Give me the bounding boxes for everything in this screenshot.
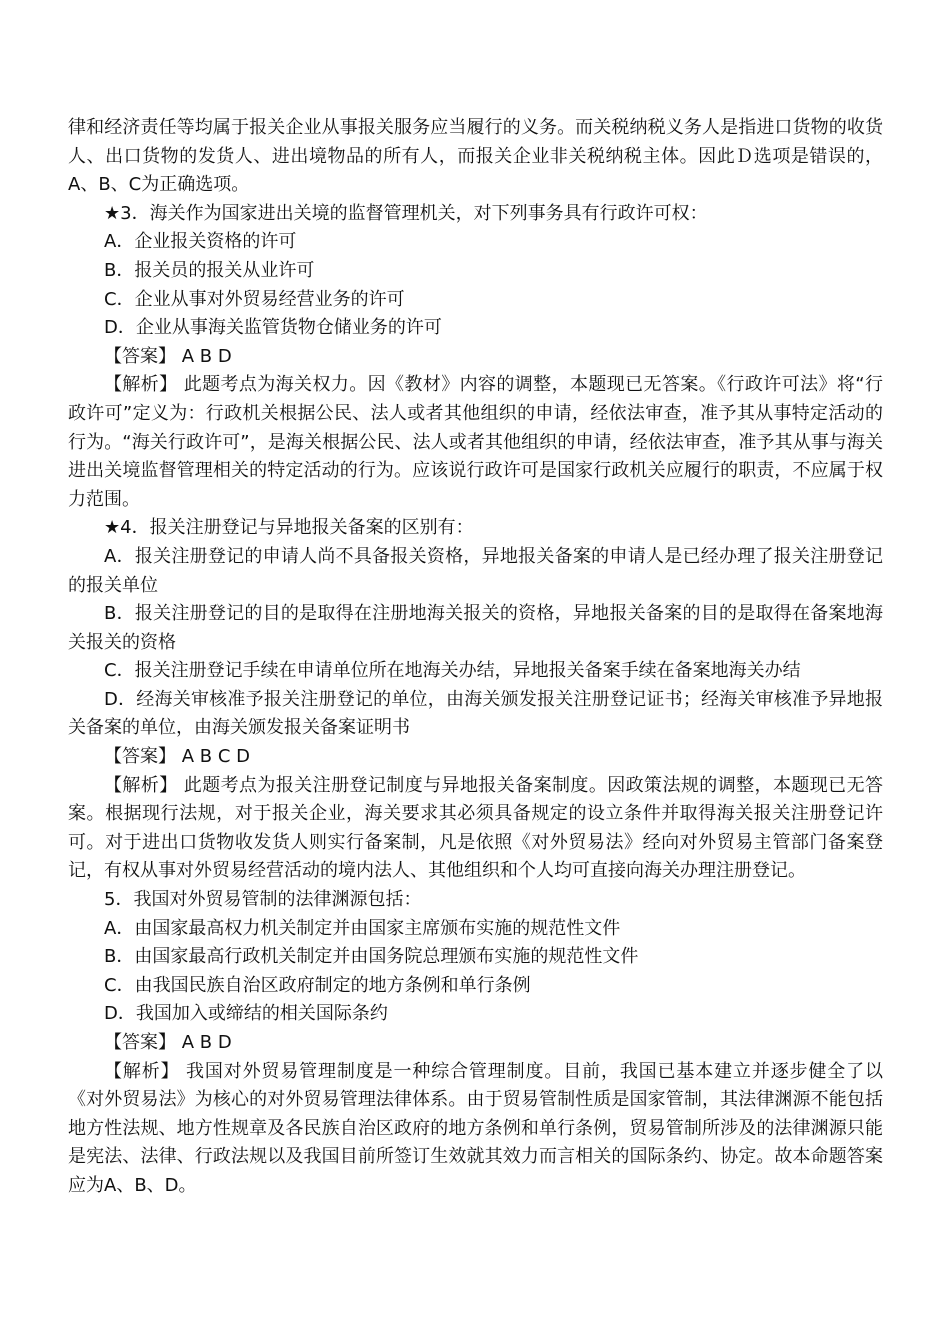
question-5-analysis: 【解析】 我国对外贸易管理制度是一种综合管理制度。目前，我国已基本建立并逐步健全了以《对外贸易法》为核心的对外贸易管理法律体系。由于贸易管制性质是国家管制，其法律渊源不能包括地方性法规、地方性规章及各民族自治区政府的地方条例和单行条例，贸易管制所涉及的法律渊源只能是宪法、法律、行政法规以及我国目前所签订生效就其效力而言相关的国际条约、协定。故本命题答案应为A、B、D。 bbox=[68, 1060, 883, 1196]
question-3-option-b: B．报关员的报关从业许可 bbox=[104, 259, 315, 281]
question-4-answer: 【答案】 A B C D bbox=[104, 746, 250, 768]
question-3-answer: 【答案】 A B D bbox=[104, 345, 232, 367]
question-4-option-b: B．报关注册登记的目的是取得在注册地海关报关的资格，异地报关备案的目的是取得在备案地海关报关的资格 bbox=[68, 603, 883, 653]
question-4-analysis: 【解析】 此题考点为报关注册登记制度与异地报关备案制度。因政策法规的调整，本题现已无答案。根据现行法规，对于报关企业，海关要求其必须具备规定的设立条件并取得海关报关注册登记许可。对于进出口货物收发货人则实行备案制，凡是依照《对外贸易法》经向对外贸易主管部门备案登记，有权从事对外贸易经营活动的境内法人、其他组织和个人均可直接向海关办理注册登记。 bbox=[68, 774, 883, 882]
question-3-option-d: D．企业从事海关监管货物仓储业务的许可 bbox=[104, 317, 442, 339]
question-3-option-c: C．企业从事对外贸易经营业务的许可 bbox=[104, 288, 405, 310]
question-4: ★4．报关注册登记与异地报关备案的区别有： bbox=[104, 517, 474, 539]
question-5-option-a: A．由国家最高权力机关制定并由国家主席颁布实施的规范性文件 bbox=[104, 917, 621, 939]
question-3-analysis: 【解析】 此题考点为海关权力。因《教材》内容的调整，本题现已无答案。《行政许可法》将“行政许可”定义为：行政机关根据公民、法人或者其他组织的申请，经依法审查，准予其从事特定活动的行为。“海关行政许可”，是海关根据公民、法人或者其他组织的申请，经依法审查，准予其从事与海关进出关境监督管理相关的特定活动的行为。应该说行政许可是国家行政机关应履行的职责，不应属于权力范围。 bbox=[68, 374, 883, 510]
question-3: ★3．海关作为国家进出关境的监督管理机关，对下列事务具有行政许可权： bbox=[104, 202, 708, 224]
paragraph-continued-analysis: 律和经济责任等均属于报关企业从事报关服务应当履行的义务。而关税纳税义务人是指进口货物的收货人、出口货物的发货人、进出境物品的所有人，而报关企业非关税纳税主体。因此Ｄ选项是错误的，A、B、C为正确选项。 bbox=[68, 117, 883, 196]
question-5-option-d: D．我国加入或缔结的相关国际条约 bbox=[104, 1003, 388, 1025]
question-3-option-a: A．企业报关资格的许可 bbox=[104, 231, 297, 253]
question-4-option-d: D．经海关审核准予报关注册登记的单位，由海关颁发报关注册登记证书；经海关审核准予异地报关备案的单位，由海关颁发报关备案证明书 bbox=[68, 688, 883, 739]
document-page bbox=[68, 114, 883, 1201]
question-5-answer: 【答案】 A B D bbox=[104, 1032, 232, 1053]
question-5-option-c: C．由我国民族自治区政府制定的地方条例和单行条例 bbox=[104, 974, 531, 996]
question-4-option-c: C．报关注册登记手续在申请单位所在地海关办结，异地报关备案手续在备案地海关办结 bbox=[104, 660, 801, 682]
question-5-option-b: B．由国家最高行政机关制定并由国务院总理颁布实施的规范性文件 bbox=[104, 946, 639, 968]
question-5: 5．我国对外贸易管制的法律渊源包括： bbox=[104, 889, 422, 911]
question-4-option-a: A．报关注册登记的申请人尚不具备报关资格，异地报关备案的申请人是已经办理了报关注册登记的报关单位 bbox=[68, 545, 883, 596]
